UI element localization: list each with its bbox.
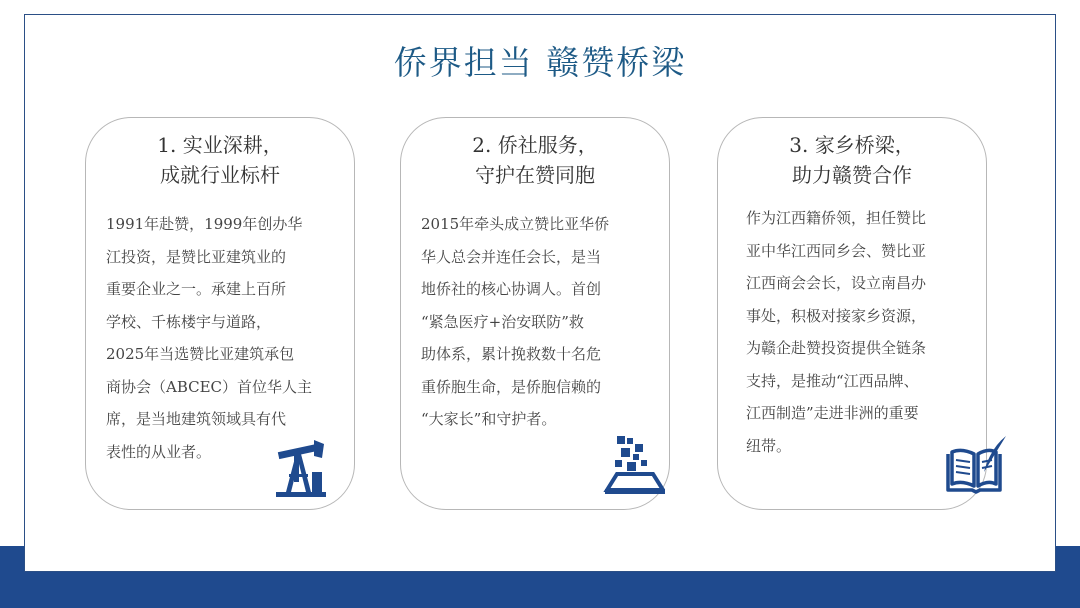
card-body-line: 席，是当地建筑领域具有代 (106, 410, 287, 428)
card-body-line: 表性的从业者。 (106, 442, 212, 461)
card-heading-line: 1. 实业深耕， (157, 133, 283, 157)
card-body (746, 202, 964, 462)
oil-pump-icon (274, 436, 330, 498)
card-community (400, 117, 670, 510)
card-body (421, 208, 647, 436)
card-body-line: 重要企业之一。承建上百所 (106, 280, 287, 298)
card-body-line: 江投资，是赞比亚建筑业的 (106, 247, 287, 266)
card-heading-line: 2. 侨社服务， (472, 133, 598, 157)
card-heading (86, 130, 354, 190)
card-body-line: 事处，积极对接家乡资源， (746, 306, 927, 325)
card-body-line: 亚中华江西同乡会、赞比亚 (746, 241, 927, 260)
card-heading-line: 3. 家乡桥梁， (789, 133, 915, 157)
card-heading-line: 成就行业标杆 (160, 163, 280, 187)
card-body-line: 作为江西籍侨领，担任赞比 (746, 209, 927, 227)
card-body-line: 江西制造”走进非洲的重要 (746, 404, 919, 422)
card-industry (85, 117, 355, 510)
card-heading (718, 130, 986, 190)
card-body-line: 重侨胞生命，是侨胞信赖的 (421, 377, 602, 396)
card-heading (401, 130, 669, 190)
card-body-line: 为赣企赴赞投资提供全链条 (746, 339, 927, 357)
card-body-line: “紧急医疗+治安联防”救 (421, 312, 584, 331)
card-hometown (717, 117, 987, 510)
slide (24, 14, 1056, 572)
card-body-line: 2015年牵头成立赞比亚华侨 (421, 215, 610, 233)
card-body-line: 1991年赴赞，1999年创办华 (106, 215, 303, 233)
card-body-line: 华人总会并连任会长，是当 (421, 247, 602, 266)
card-body-line: “大家长”和守护者。 (421, 410, 557, 428)
card-body-line: 学校、千栋楼宇与道路， (106, 312, 272, 331)
data-blocks-icon (603, 434, 665, 496)
card-body-line: 2025年当选赞比亚建筑承包 (106, 345, 295, 363)
card-body-line: 助体系，累计挽救数十名危 (421, 345, 602, 363)
card-body-line: 地侨社的核心协调人。首创 (421, 280, 602, 298)
page-title: 侨界担当 赣赞桥梁 (393, 43, 687, 82)
card-body-line: 纽带。 (746, 436, 792, 455)
card-heading-line: 助力赣赞合作 (792, 163, 912, 187)
card-body (106, 208, 332, 468)
card-body-line: 商协会（ABCEC）首位华人主 (106, 377, 313, 396)
card-heading-line: 守护在赞同胞 (475, 163, 595, 187)
card-body-line: 江西商会会长，设立南昌办 (746, 274, 927, 292)
card-body-line: 支持，是推动“江西品牌、 (746, 371, 919, 390)
book-quill-icon (944, 434, 1008, 496)
